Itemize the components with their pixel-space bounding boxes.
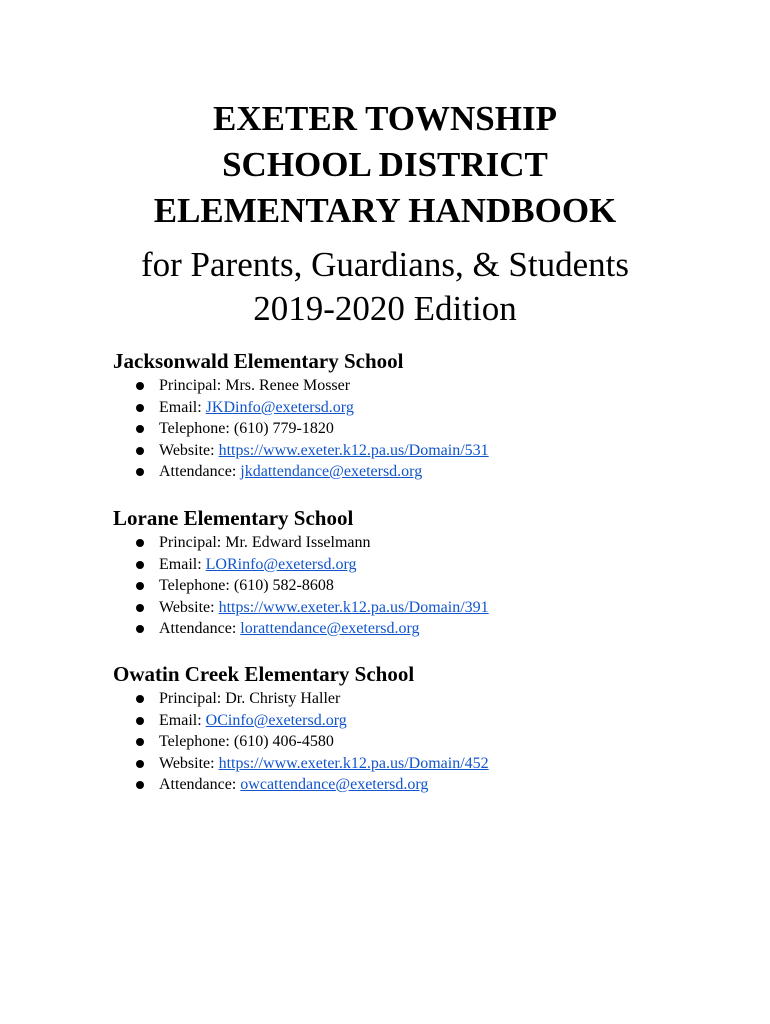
principal-item [113, 532, 713, 554]
principal-item [113, 688, 713, 710]
attendance-item [113, 461, 713, 483]
email-link[interactable]: LORinfo@exetersd.org [205, 555, 357, 573]
principal-name: Mrs. Renee Mosser [225, 377, 351, 394]
title-line-1: EXETER TOWNSHIP [213, 99, 557, 138]
telephone-number: (610) 779-1820 [233, 420, 334, 437]
email-item [113, 710, 713, 732]
bullet-icon [136, 738, 144, 746]
bullet-icon [136, 468, 144, 476]
subtitle-audience: for Parents, Guardians, & Students [141, 245, 629, 284]
bullet-icon [136, 695, 144, 703]
principal-item [113, 375, 713, 397]
bullet-icon [136, 447, 144, 455]
document-title [0, 96, 770, 234]
school-section-jacksonwald [113, 348, 713, 483]
school-contact-list [113, 532, 713, 640]
email-label: Email: [159, 711, 206, 729]
principal-name: Dr. Christy Haller [225, 690, 341, 707]
principal-name: Mr. Edward Isselmann [225, 534, 371, 551]
telephone-item [113, 731, 713, 753]
attendance-item [113, 774, 713, 796]
email-label: Email: [159, 555, 206, 573]
bullet-icon [136, 781, 144, 789]
website-link[interactable]: https://www.exeter.k12.pa.us/Domain/452 [218, 754, 489, 772]
bullet-icon [136, 717, 144, 725]
website-label: Website: [159, 754, 219, 772]
title-line-3: ELEMENTARY HANDBOOK [153, 191, 617, 230]
email-link[interactable]: OCinfo@exetersd.org [205, 711, 347, 729]
telephone-label: Telephone: [159, 420, 234, 437]
bullet-icon [136, 604, 144, 612]
bullet-icon [136, 582, 144, 590]
bullet-icon [136, 382, 144, 390]
school-name: Owatin Creek Elementary School [113, 662, 415, 686]
principal-label: Principal: [159, 534, 226, 551]
bullet-icon [136, 539, 144, 547]
attendance-link[interactable]: owcattendance@exetersd.org [240, 776, 429, 793]
email-label: Email: [159, 398, 206, 416]
bullet-icon [136, 425, 144, 433]
email-item [113, 554, 713, 576]
website-label: Website: [159, 598, 219, 616]
school-name: Lorane Elementary School [113, 506, 354, 530]
title-line-2: SCHOOL DISTRICT [222, 145, 548, 184]
telephone-label: Telephone: [159, 733, 234, 750]
website-item [113, 597, 713, 619]
email-link[interactable]: JKDinfo@exetersd.org [205, 398, 354, 416]
document-subtitle [0, 243, 770, 331]
principal-label: Principal: [159, 690, 226, 707]
telephone-number: (610) 582-8608 [233, 577, 334, 594]
website-link[interactable]: https://www.exeter.k12.pa.us/Domain/391 [218, 598, 489, 616]
attendance-link[interactable]: jkdattendance@exetersd.org [240, 463, 423, 480]
attendance-item [113, 618, 713, 640]
email-item [113, 397, 713, 419]
bullet-icon [136, 760, 144, 768]
attendance-label: Attendance: [159, 620, 241, 637]
website-label: Website: [159, 441, 219, 459]
telephone-item [113, 418, 713, 440]
attendance-link[interactable]: lorattendance@exetersd.org [240, 620, 420, 637]
website-item [113, 440, 713, 462]
bullet-icon [136, 561, 144, 569]
website-item [113, 753, 713, 775]
subtitle-edition: 2019-2020 Edition [253, 289, 517, 328]
principal-label: Principal: [159, 377, 226, 394]
attendance-label: Attendance: [159, 463, 241, 480]
website-link[interactable]: https://www.exeter.k12.pa.us/Domain/531 [218, 441, 489, 459]
telephone-label: Telephone: [159, 577, 234, 594]
school-name: Jacksonwald Elementary School [113, 349, 404, 373]
school-contact-list [113, 688, 713, 796]
school-section-owatin-creek [113, 661, 713, 796]
telephone-number: (610) 406-4580 [233, 733, 334, 750]
school-contact-list [113, 375, 713, 483]
telephone-item [113, 575, 713, 597]
bullet-icon [136, 625, 144, 633]
attendance-label: Attendance: [159, 776, 241, 793]
school-section-lorane [113, 505, 713, 640]
bullet-icon [136, 404, 144, 412]
